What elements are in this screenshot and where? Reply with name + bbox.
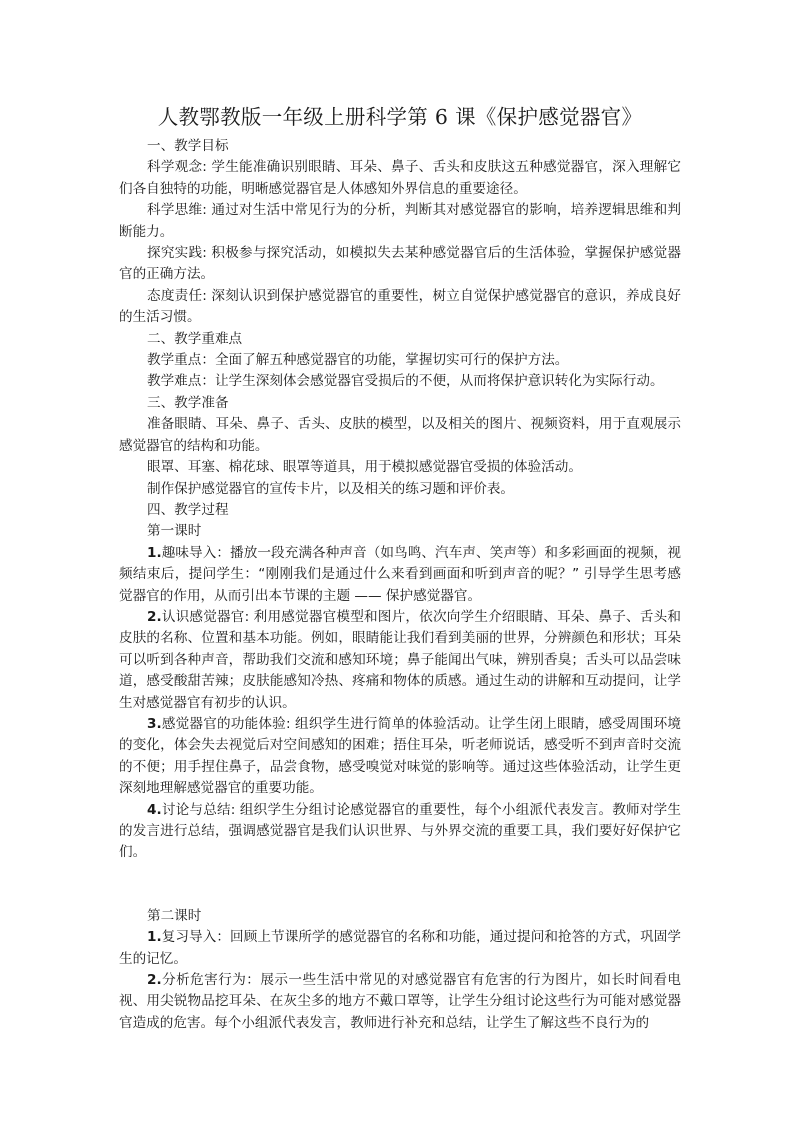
step-text: 分析危害行为：展示一些生活中常见的对感觉器官有危害的行为图片，如长时间看电视、用尖锐物品挖耳朵、在灰尘多的地方不戴口罩等，让学生分组讨论这些行为可能对感觉器官造成的危害。每个小组派代表发言，教师进行补充和总结，让学生了解这些不良行为的: [119, 972, 681, 1031]
step-text: 感觉器官的功能体验: 组织学生进行简单的体验活动。让学生闭上眼睛，感受周围环境的变化，体会失去视觉后对空间感知的困难；捂住耳朵，听老师说话，感受听不到声音时交流的不便；用手捏住鼻子，品尝食物，感受嗅觉对味觉的影响等。通过这些体验活动，让学生更深刻地理解感觉器官的重要功能。: [119, 715, 681, 797]
step-number: 1.: [147, 929, 162, 946]
step-number: 2.: [147, 608, 162, 625]
lesson-step: [119, 543, 681, 607]
section-heading-difficulty: 二、教学重难点: [147, 330, 243, 347]
step-text: 复习导入：回顾上节课所学的感觉器官的名称和功能，通过提问和抢答的方式，巩固学生的记忆。: [119, 929, 681, 967]
prep-paragraph: 准备眼睛、耳朵、鼻子、舌头、皮肤的模型，以及相关的图片、视频资料，用于直观展示感觉器官的结构和功能。: [119, 416, 681, 454]
step-number: 4.: [147, 801, 162, 818]
lesson-heading-first: 第一课时: [147, 523, 202, 540]
step-number: 1.: [147, 544, 162, 561]
lesson-step: [119, 927, 681, 970]
difficulty-paragraph: 教学难点：让学生深刻体会感觉器官受损后的不便，从而将保护意识转化为实际行动。: [147, 373, 664, 390]
step-text: 趣味导入：播放一段充满各种声音（如鸟鸣、汽车声、笑声等）和多彩画面的视频，视频结束后，提问学生：“刚刚我们是通过什么来看到画面和听到声音的呢？” 引导学生思考感觉器官的作用，从而引出本节课的主题 —— 保护感觉器官。: [119, 544, 681, 604]
step-text: 讨论与总结: 组织学生分组讨论感觉器官的重要性，每个小组派代表发言。教师对学生的发言进行总结，强调感觉器官是我们认识世界、与外界交流的重要工具，我们要好好保护它们。: [119, 801, 681, 861]
goal-paragraph: 探究实践: 积极参与探究活动，如模拟失去某种感觉器官后的生活体验，掌握保护感觉器官的正确方法。: [119, 245, 681, 283]
lesson-step: [119, 607, 681, 714]
goal-paragraph: 科学思维: 通过对生活中常见行为的分析，判断其对感觉器官的影响，培养逻辑思维和判断能力。: [119, 202, 681, 240]
step-text: 认识感觉器官: 利用感觉器官模型和图片，依次向学生介绍眼睛、耳朵、鼻子、舌头和皮肤的名称、位置和基本功能。例如，眼睛能让我们看到美丽的世界，分辨颜色和形状；耳朵可以听到各种声音，帮助我们交流和感知环境；鼻子能闻出气味，辨别香臭；舌头可以品尝味道，感受酸甜苦辣；皮肤能感知冷热、疼痛和物体的质感。通过生动的讲解和互动提问，让学生对感觉器官有初步的认识。: [119, 608, 681, 711]
prep-paragraph: 制作保护感觉器官的宣传卡片，以及相关的练习题和评价表。: [147, 480, 515, 497]
document-page: [119, 104, 681, 1034]
section-heading-goals: 一、教学目标: [147, 138, 229, 154]
goal-paragraph: 态度责任: 深刻认识到保护感觉器官的重要性，树立自觉保护感觉器官的意识，养成良好的生活习惯。: [119, 287, 681, 326]
section-gap: [119, 864, 681, 906]
lesson-step: [119, 714, 681, 800]
step-number: 2.: [147, 972, 162, 989]
prep-paragraph: 眼罩、耳塞、棉花球、眼罩等道具，用于模拟感觉器官受损的体验活动。: [147, 459, 582, 476]
goal-paragraph: 科学观念: 学生能准确识别眼睛、耳朵、鼻子、舌头和皮肤这五种感觉器官，深入理解它们各自独特的功能，明晰感觉器官是人体感知外界信息的重要途径。: [119, 159, 681, 197]
lesson-heading-second: 第二课时: [147, 907, 202, 924]
lesson-step: [119, 800, 681, 864]
document-title: 人教鄂教版一年级上册科学第 6 课《保护感觉器官》: [157, 105, 643, 129]
step-number: 3.: [147, 715, 162, 732]
difficulty-paragraph: 教学重点：全面了解五种感觉器官的功能，掌握切实可行的保护方法。: [147, 352, 569, 369]
lesson-step: [119, 970, 681, 1034]
section-heading-process: 四、教学过程: [147, 501, 229, 518]
section-heading-prep: 三、教学准备: [147, 394, 229, 411]
